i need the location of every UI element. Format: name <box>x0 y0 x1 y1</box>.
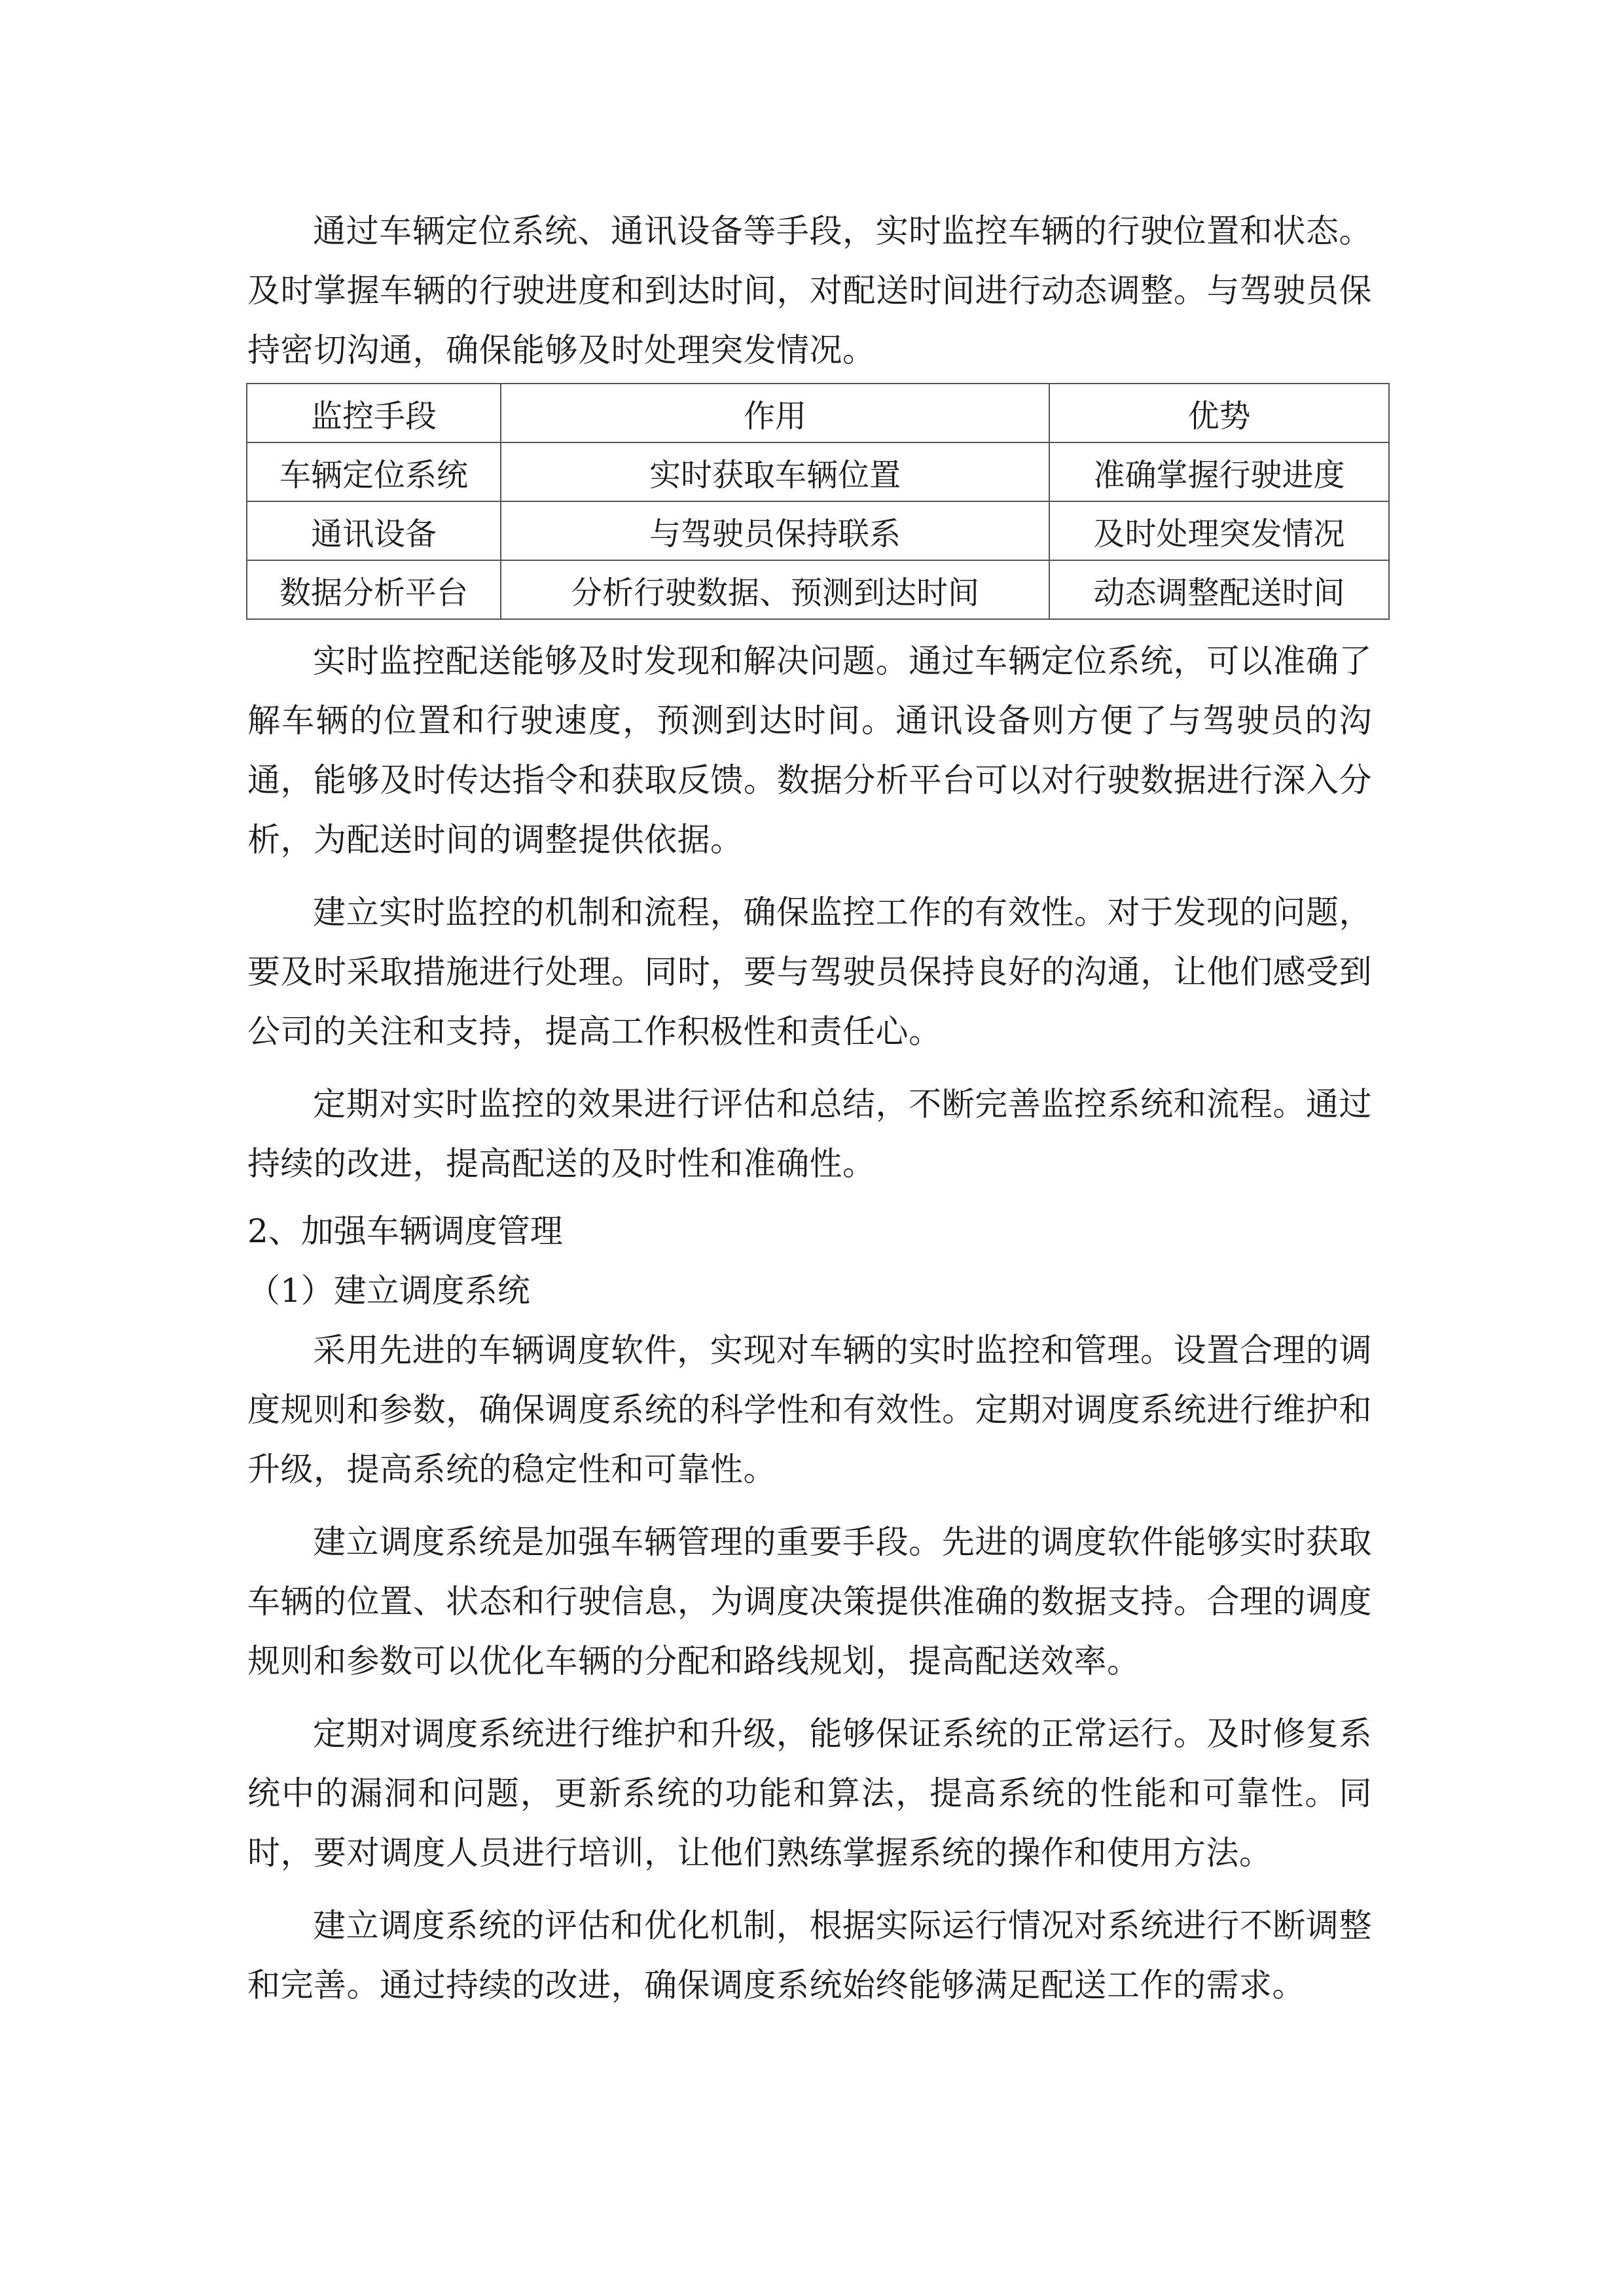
intro-paragraph: 通过车辆定位系统、通讯设备等手段，实时监控车辆的行驶位置和状态。及时掌握车辆的行驶进度和到达时间，对配送时间进行动态调整。与驾驶员保持密切沟通，确保能够及时处理突发情况。 <box>247 212 1372 369</box>
table-cell: 动态调整配送时间 <box>1049 560 1389 619</box>
table-header-cell: 优势 <box>1049 384 1389 442</box>
table-row <box>247 442 1389 501</box>
table-cell: 与驾驶员保持联系 <box>501 501 1049 560</box>
table-header-row <box>247 384 1389 442</box>
table-cell: 数据分析平台 <box>247 560 501 619</box>
table-cell: 实时获取车辆位置 <box>501 442 1049 501</box>
body-paragraph: 定期对实时监控的效果进行评估和总结，不断完善监控系统和流程。通过持续的改进，提高配送的及时性和准确性。 <box>247 1085 1372 1183</box>
body-paragraph: 建立实时监控的机制和流程，确保监控工作的有效性。对于发现的问题，要及时采取措施进行处理。同时，要与驾驶员保持良好的沟通，让他们感受到公司的关注和支持，提高工作积极性和责任心。 <box>247 893 1372 1050</box>
subsection-heading: （1）建立调度系统 <box>247 1272 530 1310</box>
body-paragraph: 建立调度系统的评估和优化机制，根据实际运行情况对系统进行不断调整和完善。通过持续的改进，确保调度系统始终能够满足配送工作的需求。 <box>247 1907 1372 2004</box>
table-row <box>247 560 1389 619</box>
document-body <box>247 202 1372 2015</box>
body-paragraph: 定期对调度系统进行维护和升级，能够保证系统的正常运行。及时修复系统中的漏洞和问题，更新系统的功能和算法，提高系统的性能和可靠性。同时，要对调度人员进行培训，让他们熟练掌握系统的操作和使用方法。 <box>247 1715 1372 1872</box>
table-cell: 及时处理突发情况 <box>1049 501 1389 560</box>
table-cell: 准确掌握行驶进度 <box>1049 442 1389 501</box>
body-paragraph: 实时监控配送能够及时发现和解决问题。通过车辆定位系统，可以准确了解车辆的位置和行驶速度，预测到达时间。通讯设备则方便了与驾驶员的沟通，能够及时传达指令和获取反馈。数据分析平台可以对行驶数据进行深入分析，为配送时间的调整提供依据。 <box>247 642 1372 859</box>
table-row <box>247 501 1389 560</box>
section-heading: 2、加强车辆调度管理 <box>247 1212 563 1250</box>
table-cell: 分析行驶数据、预测到达时间 <box>501 560 1049 619</box>
table-header-cell: 监控手段 <box>247 384 501 442</box>
body-paragraph: 建立调度系统是加强车辆管理的重要手段。先进的调度软件能够实时获取车辆的位置、状态和行驶信息，为调度决策提供准确的数据支持。合理的调度规则和参数可以优化车辆的分配和路线规划，提高配送效率。 <box>247 1523 1372 1680</box>
table-header-cell: 作用 <box>501 384 1049 442</box>
monitoring-table <box>246 383 1390 620</box>
table-cell: 通讯设备 <box>247 501 501 560</box>
table-cell: 车辆定位系统 <box>247 442 501 501</box>
body-paragraph: 采用先进的车辆调度软件，实现对车辆的实时监控和管理。设置合理的调度规则和参数，确保调度系统的科学性和有效性。定期对调度系统进行维护和升级，提高系统的稳定性和可靠性。 <box>247 1331 1372 1488</box>
